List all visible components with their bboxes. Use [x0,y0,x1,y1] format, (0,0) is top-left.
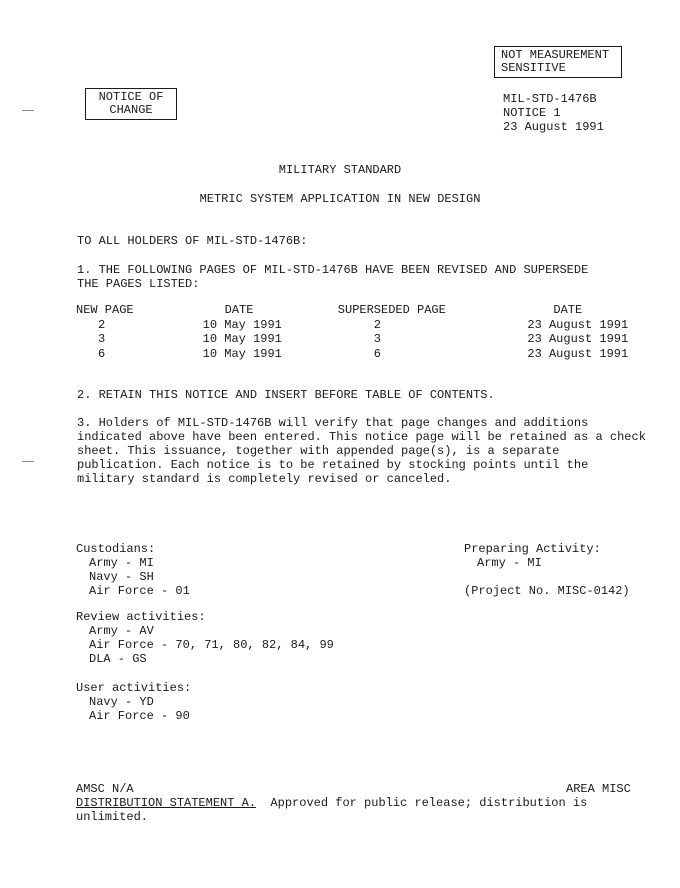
preparing-activity-block [464,542,630,598]
area-label: AREA MISC [566,782,631,796]
header-new-page: NEW PAGE [76,303,134,317]
preparing-activity: Army - MI [477,556,542,570]
measurement-line1: NOT MEASUREMENT [501,48,610,62]
cell-superseded-page: 3 [373,332,381,347]
item-2-line: 2. RETAIN THIS NOTICE AND INSERT BEFORE TABLE OF CONTENTS. [77,388,495,402]
standard-title: MILITARY STANDARD [278,163,402,177]
review-item: Army - AV [89,624,154,638]
margin-mark-middle [22,461,34,462]
notice-of-change-box [85,88,177,120]
table-row [76,332,680,347]
notice-box-line1: NOTICE OF [98,90,164,104]
distribution-continuation: unlimited. [76,810,149,824]
item-3-paragraph [77,416,646,486]
review-item: DLA - GS [89,652,147,666]
margin-mark-top [22,110,34,111]
cell-date: 10 May 1991 [202,332,282,347]
cell-superseded-date: 23 August 1991 [527,332,629,347]
notice-date: 23 August 1991 [503,120,604,134]
revised-pages-table [76,303,680,361]
custodians-heading: Custodians: [76,542,156,556]
custodians-block [76,542,190,598]
table-row [76,318,680,333]
header-superseded-page: SUPERSEDED PAGE [337,303,446,317]
custodian-item: Air Force - 01 [89,584,190,598]
item-3-line: military standard is completely revised or canceled. [77,472,452,486]
document-number: MIL-STD-1476B [503,92,597,106]
distribution-label: DISTRIBUTION STATEMENT A. [76,796,257,810]
cell-superseded-date: 23 August 1991 [527,346,629,361]
cell-date: 10 May 1991 [202,317,282,332]
cell-new-page: 2 [98,317,106,332]
notice-number: NOTICE 1 [503,106,561,120]
spacer [464,570,630,584]
item-3-line: publication. Each notice is to be retained by stocking points until the [77,458,589,472]
cell-superseded-date: 23 August 1991 [527,317,629,332]
measurement-line2: SENSITIVE [501,61,566,75]
cell-new-page: 3 [98,332,106,347]
item-3-line: sheet. This issuance, together with appended page(s), is a separate [77,444,560,458]
header-date: DATE [224,303,254,317]
user-item: Air Force - 90 [89,709,190,723]
review-heading: Review activities: [76,610,206,624]
table-row [76,347,680,362]
preparing-heading: Preparing Activity: [464,542,601,556]
header-superseded-date: DATE [553,303,583,317]
review-activities-block [76,610,334,666]
user-item: Navy - YD [89,695,154,709]
item-1-paragraph: 1. THE FOLLOWING PAGES OF MIL-STD-1476B HAVE BEEN REVISED AND SUPERSEDE THE PAGES LISTED: [77,263,589,291]
item-3-line: 3. Holders of MIL-STD-1476B will verify that page changes and additions [77,416,589,430]
measurement-sensitivity-box [494,46,622,78]
amsc-label: AMSC N/A [76,782,134,796]
cell-date: 10 May 1991 [202,346,282,361]
document-id-block [503,92,604,134]
distribution-statement [76,796,587,810]
item-3-line: indicated above have been entered. This notice page will be retained as a check [77,430,646,444]
cell-superseded-page: 2 [373,317,381,332]
distribution-text: Approved for public release; distribution is [256,796,588,810]
cell-superseded-page: 6 [373,346,381,361]
subject-title: METRIC SYSTEM APPLICATION IN NEW DESIGN [199,192,481,206]
custodian-item: Navy - SH [89,570,154,584]
user-activities-block [76,681,191,723]
custodian-item: Army - MI [89,556,154,570]
to-holders-line: TO ALL HOLDERS OF MIL-STD-1476B: [77,234,308,248]
review-item: Air Force - 70, 71, 80, 82, 84, 99 [89,638,334,652]
project-number: (Project No. MISC-0142) [464,584,630,598]
user-heading: User activities: [76,681,192,695]
cell-new-page: 6 [98,346,106,361]
notice-box-line2: CHANGE [109,103,153,117]
table-header-row [76,303,680,318]
